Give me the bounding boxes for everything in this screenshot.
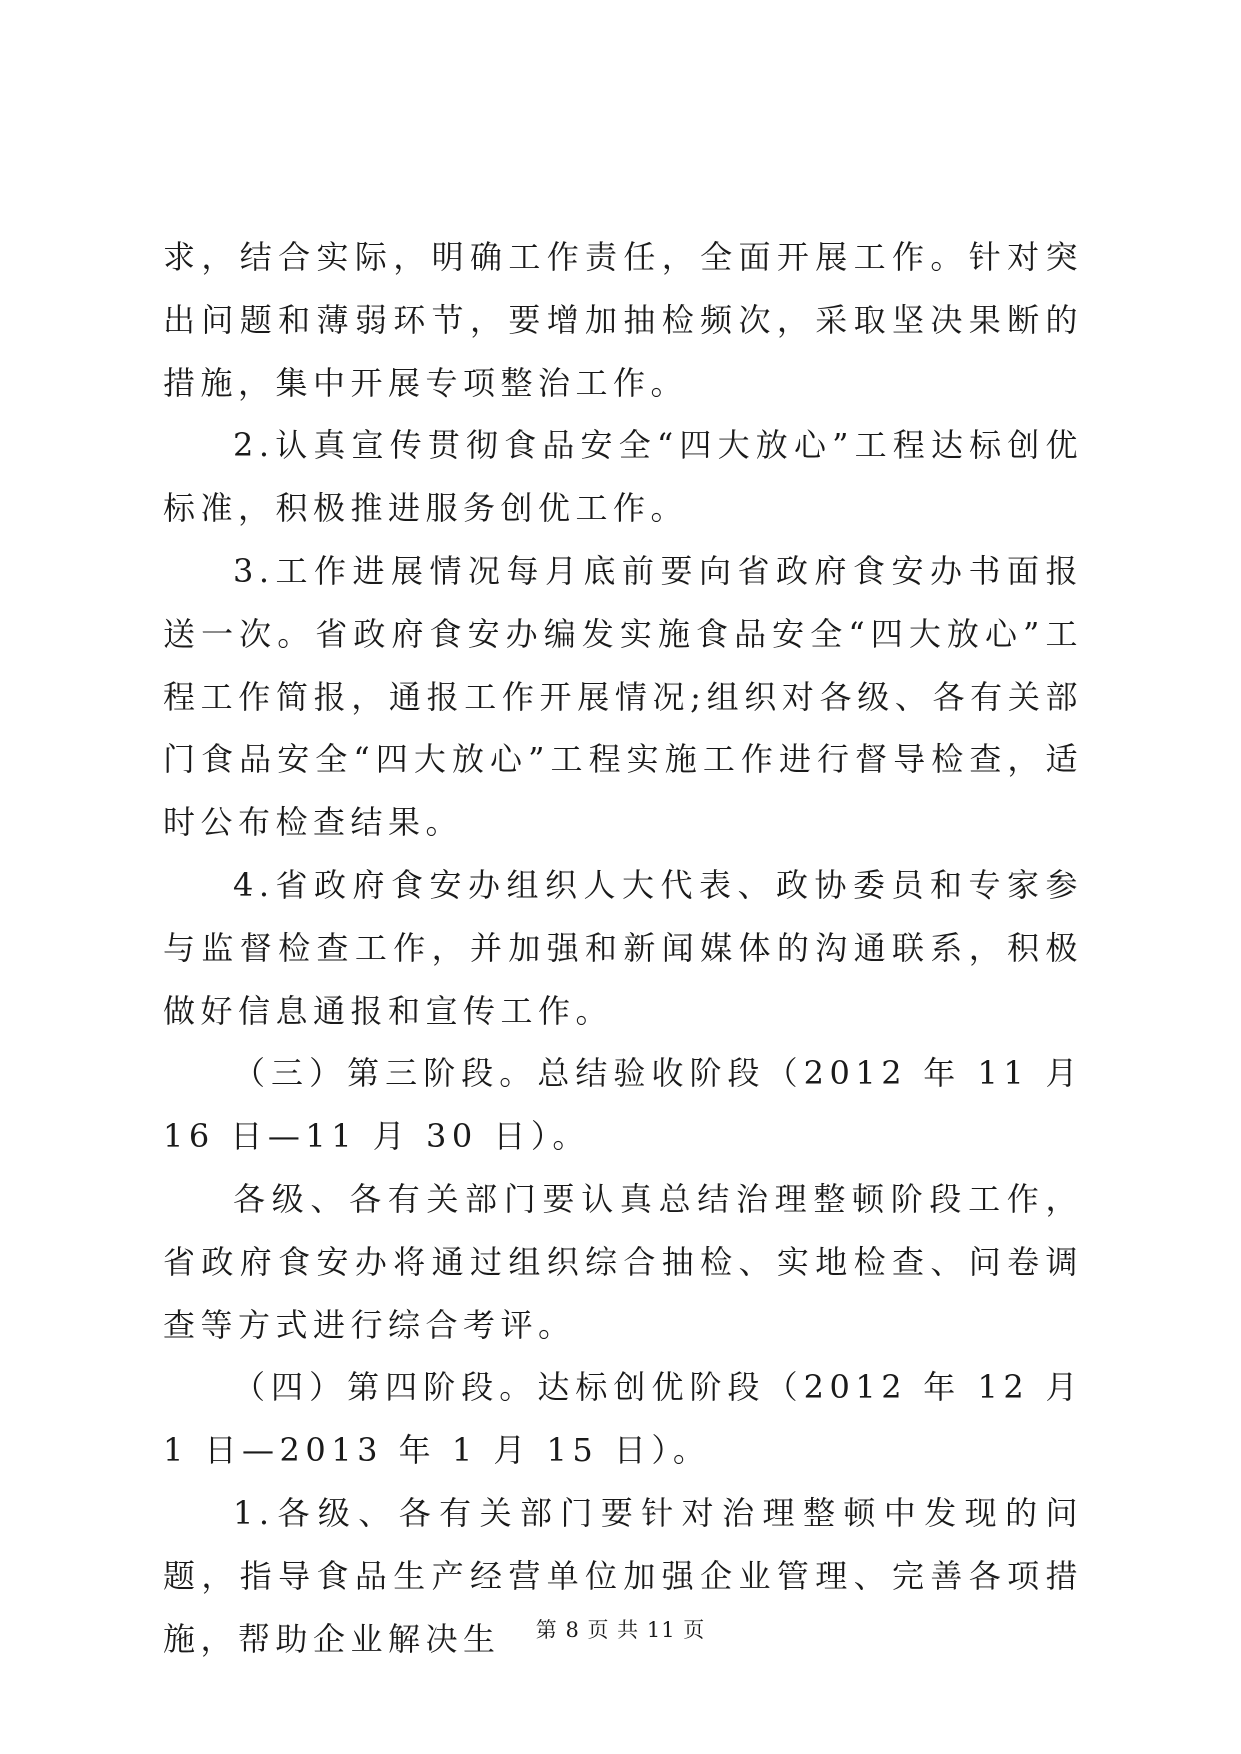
page-footer: 第 8 页 共 11 页	[535, 1618, 706, 1642]
paragraph-stage-3-body: 各级、各有关部门要认真总结治理整顿阶段工作，省政府食安办将通过组织综合抽检、实地检查、问卷调查等方式进行综合考评。	[163, 1179, 1083, 1344]
paragraph-item-4: 4.省政府食安办组织人大代表、政协委员和专家参与监督检查工作，并加强和新闻媒体的沟通联系，积极做好信息通报和宣传工作。	[163, 865, 1083, 1030]
section-heading-stage-4: （四）第四阶段。达标创优阶段（2012 年 12 月 1 日—2013 年 1 月 15 日）。	[163, 1368, 1083, 1470]
document-body	[163, 226, 1083, 1670]
paragraph-item-2: 2.认真宣传贯彻食品安全“四大放心”工程达标创优标准，积极推进服务创优工作。	[163, 426, 1083, 528]
paragraph-stage-4-item-1: 1.各级、各有关部门要针对治理整顿中发现的问题，指导食品生产经营单位加强企业管理、完善各项措施，帮助企业解决生	[163, 1493, 1083, 1658]
paragraph-item-3: 3.工作进展情况每月底前要向省政府食安办书面报送一次。省政府食安办编发实施食品安全“四大放心”工程工作简报，通报工作开展情况;组织对各级、各有关部门食品安全“四大放心”工程实施工作进行督导检查，适时公布检查结果。	[163, 551, 1083, 842]
paragraph-continuation: 求，结合实际，明确工作责任，全面开展工作。针对突出问题和薄弱环节，要增加抽检频次，采取坚决果断的措施，集中开展专项整治工作。	[163, 238, 1083, 402]
section-heading-stage-3: （三）第三阶段。总结验收阶段（2012 年 11 月 16 日—11 月 30 日）。	[163, 1054, 1083, 1156]
